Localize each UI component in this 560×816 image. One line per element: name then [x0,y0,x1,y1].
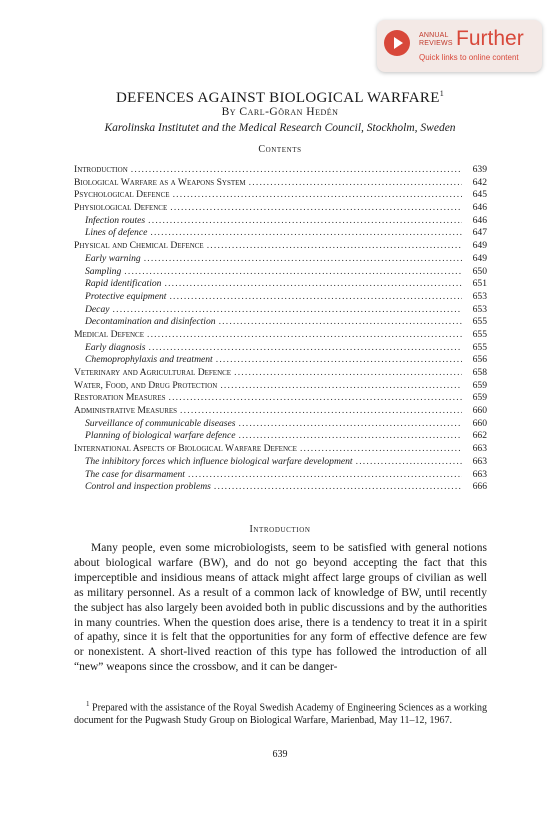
footnote-text: Prepared with the assistance of the Royal Swedish Academy of Engineering Sciences as a working document for the Pugwash Study Group on Biological Warfare, Marienbad, May 11–12, 1967. [74,702,487,727]
toc-entry: International Aspects of Biological Warfare Defence . . . 663 [74,443,487,456]
toc-subentry: Surveillance of communicable diseases . . . 660 [74,418,487,431]
toc-entry: Water, Food, and Drug Protection . . . 659 [74,380,487,393]
toc-subentry: Chemoprophylaxis and treatment . . . 656 [74,354,487,367]
footnote [74,698,487,727]
table-of-contents [74,164,487,494]
toc-subentry: Decontamination and disinfection . . . 655 [74,316,487,329]
toc-entry: Administrative Measures . . . 660 [74,405,487,418]
badge-publisher: ANNUAL REVIEWS [419,32,453,47]
toc-subentry: Control and inspection problems . . . 666 [74,481,487,494]
toc-entry: Restoration Measures . . . 659 [74,392,487,405]
badge-subtitle: Quick links to online content [419,53,519,62]
further-badge[interactable] [377,20,542,72]
toc-subentry: Sampling . . . 650 [74,266,487,279]
article-title: DEFENCES AGAINST BIOLOGICAL WARFARE$^1$ [115,89,445,106]
toc-entry: Psychological Defence . . . 645 [74,189,487,202]
toc-entry: Veterinary and Agricultural Defence . . . 658 [74,367,487,380]
footnote-mark: 1 [86,700,90,708]
body-text [74,541,487,675]
play-arrow-icon [384,30,410,56]
toc-subentry: Rapid identification . . . 651 [74,278,487,291]
intro-paragraph: Many people, even some microbiologists, seem to be satisfied with general notions about biological warfare (BW), and do not go beyond accepting the fact that this imperceptible and insidious means of attack might affect large groups of civilian as well as military personnel. As a result of a common lack of knowledge of BW, until recently the subject has also largely been avoided both in public discussions and by the authorities in many countries. When the question does arise, there is a tendency to treat it in a spirit of apathy, since it is felt that the opportunities for any form of effective defence are few or nonexistent. A short-lived reaction of this type has followed the introduction of all “new” weapons since the crossbow, and it can be danger- [74,542,487,674]
toc-subentry: Infection routes . . . 646 [74,215,487,228]
badge-brand: Further [456,27,524,50]
section-heading: Introduction [249,524,311,535]
toc-entry: Medical Defence . . . 655 [74,329,487,342]
contents-heading: Contents [258,144,302,155]
toc-subentry: Protective equipment . . . 653 [74,291,487,304]
toc-entry: Biological Warfare as a Weapons System . . . 642 [74,177,487,190]
affiliation: Karolinska Institutet and the Medical Research Council, Stockholm, Sweden [104,122,456,134]
toc-subentry: Early warning . . . 649 [74,253,487,266]
toc-entry: Introduction . . . 639 [74,164,487,177]
toc-entry: Physical and Chemical Defence . . . 649 [74,240,487,253]
author: By Carl-Göran Hedén [221,106,339,118]
toc-entry: Physiological Defence . . . 646 [74,202,487,215]
toc-subentry: The case for disarmament . . . 663 [74,469,487,482]
toc-subentry: Lines of defence . . . 647 [74,227,487,240]
toc-subentry: The inhibitory forces which influence biological warfare development . . . 663 [74,456,487,469]
toc-subentry: Planning of biological warfare defence . . . 662 [74,430,487,443]
toc-subentry: Early diagnosis . . . 655 [74,342,487,355]
toc-subentry: Decay . . . 653 [74,304,487,317]
page-number: 639 [272,749,288,760]
title-footnote-mark: 1 [439,89,445,98]
